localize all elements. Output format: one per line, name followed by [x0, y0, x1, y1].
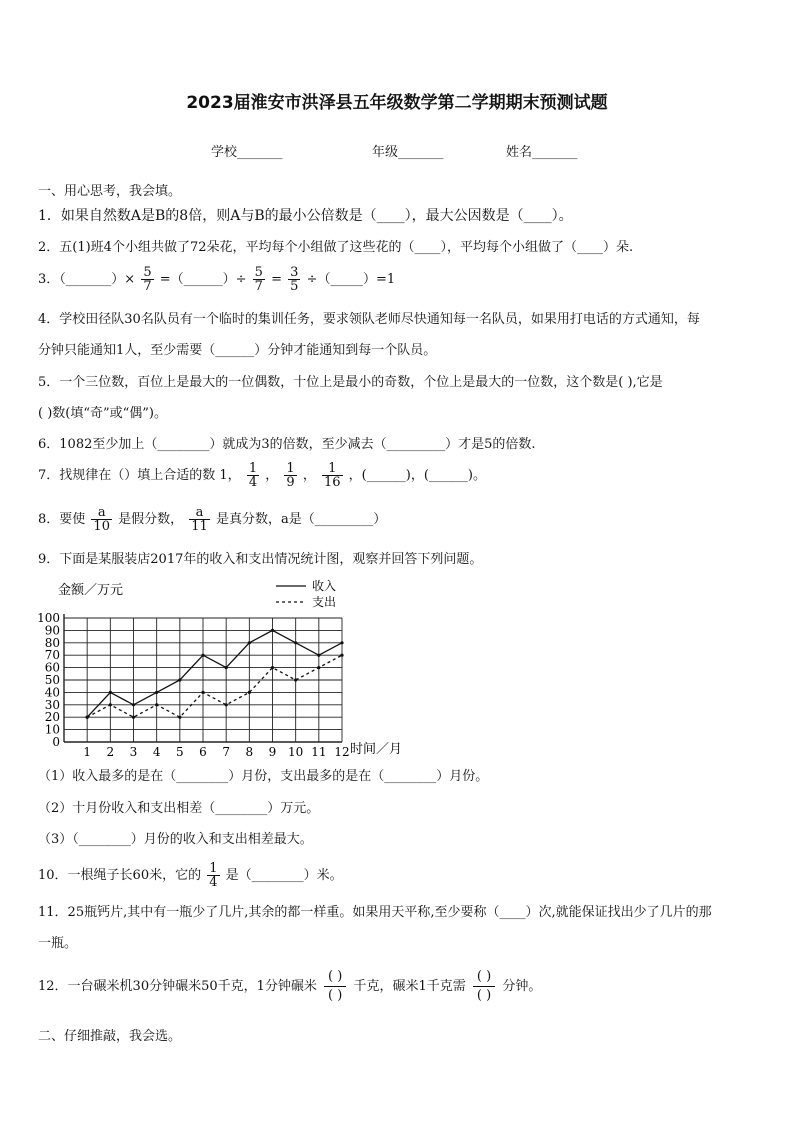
- question-4-line-1: 4．学校田径队30名队员有一个临时的集训任务，要求领队老师尽快通知每一名队员，如果用打电话的方式通知，每: [38, 312, 700, 327]
- question-4-line-2: 分钟只能通知1人，至少需要（______）分钟才能通知到每一个队员。: [38, 343, 437, 358]
- data-point: [178, 678, 181, 681]
- x-tick-label: 6: [199, 745, 207, 759]
- q10-fraction: $\frac{1}{4}$: [209, 861, 218, 890]
- q12-part2: 千克，碾米1千克需: [353, 979, 466, 994]
- q7-part1: 7．找规律在（）填上合适的数 1，: [38, 468, 241, 483]
- q10-part1: 10．一根绳子长60米，它的: [38, 868, 202, 883]
- q8-fraction-1: $\frac{a}{10}$: [93, 505, 110, 534]
- question-9-3: （3）（________）月份的收入和支出相差最大。: [38, 832, 313, 847]
- data-point: [271, 666, 274, 669]
- chart-xlabel: 时间／月: [350, 742, 403, 757]
- x-tick-label: 2: [106, 745, 115, 759]
- data-point: [201, 691, 204, 694]
- q8-fraction-2: $\frac{a}{11}$: [191, 505, 208, 534]
- q3-part1: 3．（_______）×: [38, 272, 136, 287]
- data-point: [132, 703, 135, 706]
- q3-fraction-1: $\frac{5}{7}$: [143, 265, 152, 294]
- q7-sep-2: ，: [302, 468, 316, 483]
- data-point: [201, 654, 204, 657]
- data-point: [294, 678, 297, 681]
- data-point: [317, 666, 320, 669]
- series-line: [87, 630, 342, 717]
- y-tick-label: 100: [37, 611, 60, 625]
- data-point: [225, 666, 228, 669]
- grade-field: 年级_______: [372, 145, 444, 160]
- data-point: [86, 716, 89, 719]
- question-5-line-1: 5．一个三位数，百位上是最大的一位偶数，十位上是最小的奇数，个位上是最大的一位数，这个数是( ),它是: [38, 375, 663, 390]
- data-point: [317, 654, 320, 657]
- q12-part1: 12．一台碾米机30分钟碾米50千克，1分钟碾米: [38, 979, 317, 994]
- question-9-2: （2）十月份收入和支出相差（________）万元。: [38, 801, 320, 816]
- section-2-heading: 二、仔细推敲，我会选。: [38, 1029, 182, 1044]
- data-point: [109, 703, 112, 706]
- x-tick-label: 11: [311, 745, 327, 759]
- legend-label: 支出: [312, 595, 337, 609]
- question-11-line-2: 一瓶。: [38, 936, 78, 951]
- page-title: 2023届淮安市洪泽县五年级数学第二学期期末预测试题: [186, 93, 608, 113]
- data-point: [248, 641, 251, 644]
- y-tick-label: 10: [44, 722, 60, 737]
- y-tick-label: 80: [44, 635, 60, 650]
- data-point: [294, 641, 297, 644]
- income-expense-line-chart: [30, 574, 420, 764]
- question-12: [38, 968, 541, 1005]
- data-point: [248, 691, 251, 694]
- q7-fraction-3: $\frac{1}{16}$: [323, 461, 341, 490]
- y-tick-label: 50: [44, 673, 60, 687]
- chart-legend: [276, 578, 336, 609]
- chart-ylabel: 金额／万元: [58, 583, 124, 598]
- q7-fraction-1: $\frac{1}{4}$: [248, 461, 258, 490]
- q8-part3: 是真分数，a是（_________）: [215, 512, 387, 527]
- data-point: [271, 629, 274, 632]
- chart-grid: [64, 614, 342, 742]
- y-tick-label: 90: [44, 623, 60, 638]
- question-2: 2．五(1)班4个小组共做了72朵花，平均每个小组做了这些花的（____），平均每个小组做了（____）朵.: [38, 240, 634, 255]
- q7-part2: ，(______)，(______)。: [348, 468, 486, 483]
- q12-fraction-1: ( ) ( ): [324, 968, 346, 1005]
- q3-fraction-2: $\frac{5}{7}$: [254, 265, 263, 294]
- x-tick-label: 10: [288, 745, 304, 759]
- chart-y-ticks: [37, 611, 60, 749]
- y-tick-label: 40: [44, 685, 60, 700]
- x-tick-label: 8: [245, 745, 254, 759]
- question-11-line-1: 11．25瓶钙片,其中有一瓶少了几片,其余的都一样重。如果用天平称,至少要称（____）次,就能保证找出少了几片的那: [38, 905, 712, 920]
- data-point: [155, 691, 158, 694]
- y-tick-label: 60: [44, 660, 60, 675]
- question-6: 6．1082至少加上（________）就成为3的倍数，至少减去（_________）才是5的倍数.: [38, 437, 536, 452]
- chart-series: [86, 629, 344, 719]
- q8-part2: 是假分数，: [118, 512, 184, 527]
- q3-fraction-3: $\frac{3}{5}$: [290, 265, 299, 294]
- q3-part3: =: [271, 272, 282, 287]
- q3-part4: ÷（_____）=1: [306, 272, 396, 287]
- question-5-line-2: ( )数(填“奇”或“偶”)。: [38, 406, 168, 421]
- data-point: [155, 703, 158, 706]
- q8-part1: 8．要使: [38, 512, 86, 527]
- name-field: 姓名_______: [506, 145, 578, 160]
- question-10: [38, 862, 343, 889]
- x-tick-label: 3: [129, 745, 138, 759]
- y-tick-label: 30: [44, 697, 60, 712]
- school-field: 学校_______: [211, 145, 283, 160]
- y-tick-label: 0: [52, 735, 60, 749]
- data-point: [178, 716, 181, 719]
- chart-x-ticks: [83, 745, 349, 759]
- data-point: [132, 716, 135, 719]
- q12-part3: 分钟。: [502, 979, 542, 994]
- question-9: 9．下面是某服装店2017年的收入和支出情况统计图，观察并回答下列问题。: [38, 552, 483, 567]
- series-line: [87, 655, 342, 717]
- y-tick-label: 70: [44, 648, 60, 663]
- question-1: 1．如果自然数A是B的8倍，则A与B的最小公倍数是（____），最大公因数是（____）。: [38, 208, 573, 224]
- q7-fraction-2: $\frac{1}{9}$: [286, 461, 295, 490]
- question-3: [38, 266, 395, 293]
- y-tick-label: 20: [44, 710, 60, 725]
- q12-fraction-2: ( ) ( ): [473, 968, 495, 1005]
- data-point: [340, 641, 343, 644]
- x-tick-label: 7: [222, 745, 230, 759]
- q3-part2: =（______）÷: [159, 272, 247, 287]
- data-point: [340, 654, 343, 657]
- x-tick-label: 9: [268, 745, 277, 759]
- x-tick-label: 12: [334, 745, 350, 759]
- q10-part2: 是（________）米。: [225, 868, 343, 883]
- data-point: [225, 703, 228, 706]
- x-tick-label: 1: [83, 745, 91, 759]
- x-tick-label: 4: [152, 745, 161, 759]
- legend-label: 收入: [312, 579, 337, 593]
- x-tick-label: 5: [176, 745, 184, 759]
- question-7: [38, 462, 486, 489]
- data-point: [109, 691, 112, 694]
- question-8: [38, 506, 386, 533]
- question-9-1: （1）收入最多的是在（________）月份，支出最多的是在（________）月份。: [38, 769, 489, 784]
- section-1-heading: 一、用心思考，我会填。: [38, 184, 182, 199]
- q7-sep-1: ，: [265, 468, 279, 483]
